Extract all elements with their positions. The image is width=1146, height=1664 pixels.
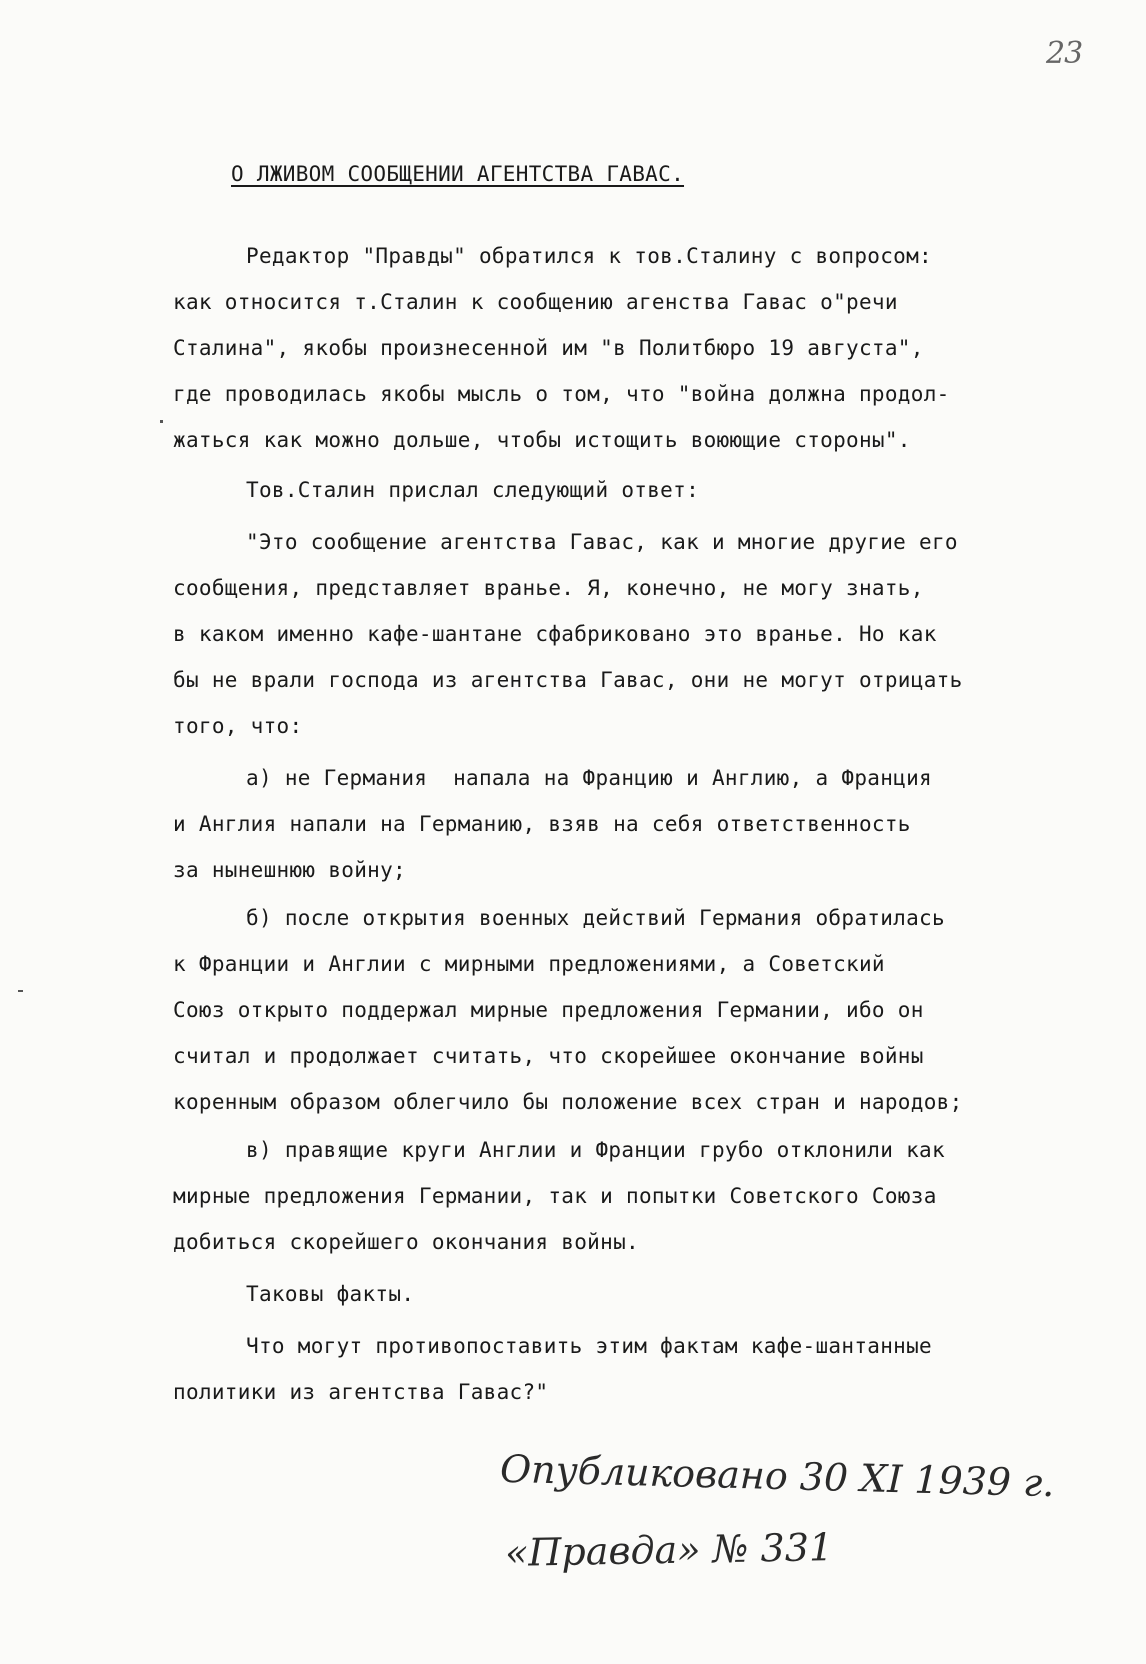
body-line: Что могут противопоставить этим фактам кафе-шантанные — [246, 1334, 932, 1358]
body-line: мирные предложения Германии, так и попытки Советского Союза — [173, 1184, 937, 1208]
body-line: за нынешнюю войну; — [173, 858, 406, 882]
handwritten-newspaper-note: «Правда» № 331 — [504, 1525, 834, 1575]
body-line: "Это сообщение агентства Гавас, как и многие другие его — [246, 530, 958, 554]
body-line: Таковы факты. — [246, 1282, 415, 1306]
body-line: жаться как можно дольше, чтобы истощить воюющие стороны". — [173, 428, 911, 452]
body-line: Сталина", якобы произнесенной им "в Политбюро 19 августа", — [173, 336, 924, 360]
body-line: Тов.Сталин прислал следующий ответ: — [246, 478, 700, 502]
body-line: Союз открыто поддержал мирные предложения Германии, ибо он — [173, 998, 924, 1022]
body-line: б) после открытия военных действий Германия обратилась — [246, 906, 945, 930]
body-line: добиться скорейшего окончания войны. — [173, 1230, 639, 1254]
body-line: и Англия напали на Германию, взяв на себя ответственность — [173, 812, 911, 836]
scan-mark — [18, 990, 23, 992]
document-title: О ЛЖИВОМ СООБЩЕНИИ АГЕНТСТВА ГАВАС. — [231, 162, 685, 186]
body-line: Редактор "Правды" обратился к тов.Сталину с вопросом: — [246, 244, 932, 268]
body-line: считал и продолжает считать, что скорейшее окончание войны — [173, 1044, 924, 1068]
handwritten-publication-note: Опубликовано 30 XI 1939 г. — [499, 1446, 1055, 1506]
body-line: того, что: — [173, 714, 303, 738]
body-line: где проводилась якобы мысль о том, что "война должна продол- — [173, 382, 950, 406]
body-line: в каком именно кафе-шантане сфабриковано это вранье. Но как — [173, 622, 937, 646]
body-line: в) правящие круги Англии и Франции грубо отклонили как — [246, 1138, 945, 1162]
body-line: сообщения, представляет вранье. Я, конечно, не могу знать, — [173, 576, 924, 600]
scan-mark — [160, 420, 163, 423]
body-line: к Франции и Англии с мирными предложениями, а Советский — [173, 952, 885, 976]
body-line: бы не врали господа из агентства Гавас, они не могут отрицать — [173, 668, 963, 692]
body-line: а) не Германия напала на Францию и Англию, а Франция — [246, 766, 932, 790]
body-line: коренным образом облегчило бы положение всех стран и народов; — [173, 1090, 963, 1114]
page-number: 23 — [1046, 36, 1083, 71]
body-line: как относится т.Сталин к сообщению агенства Гавас о"речи — [173, 290, 898, 314]
body-line: политики из агентства Гавас?" — [173, 1380, 549, 1404]
